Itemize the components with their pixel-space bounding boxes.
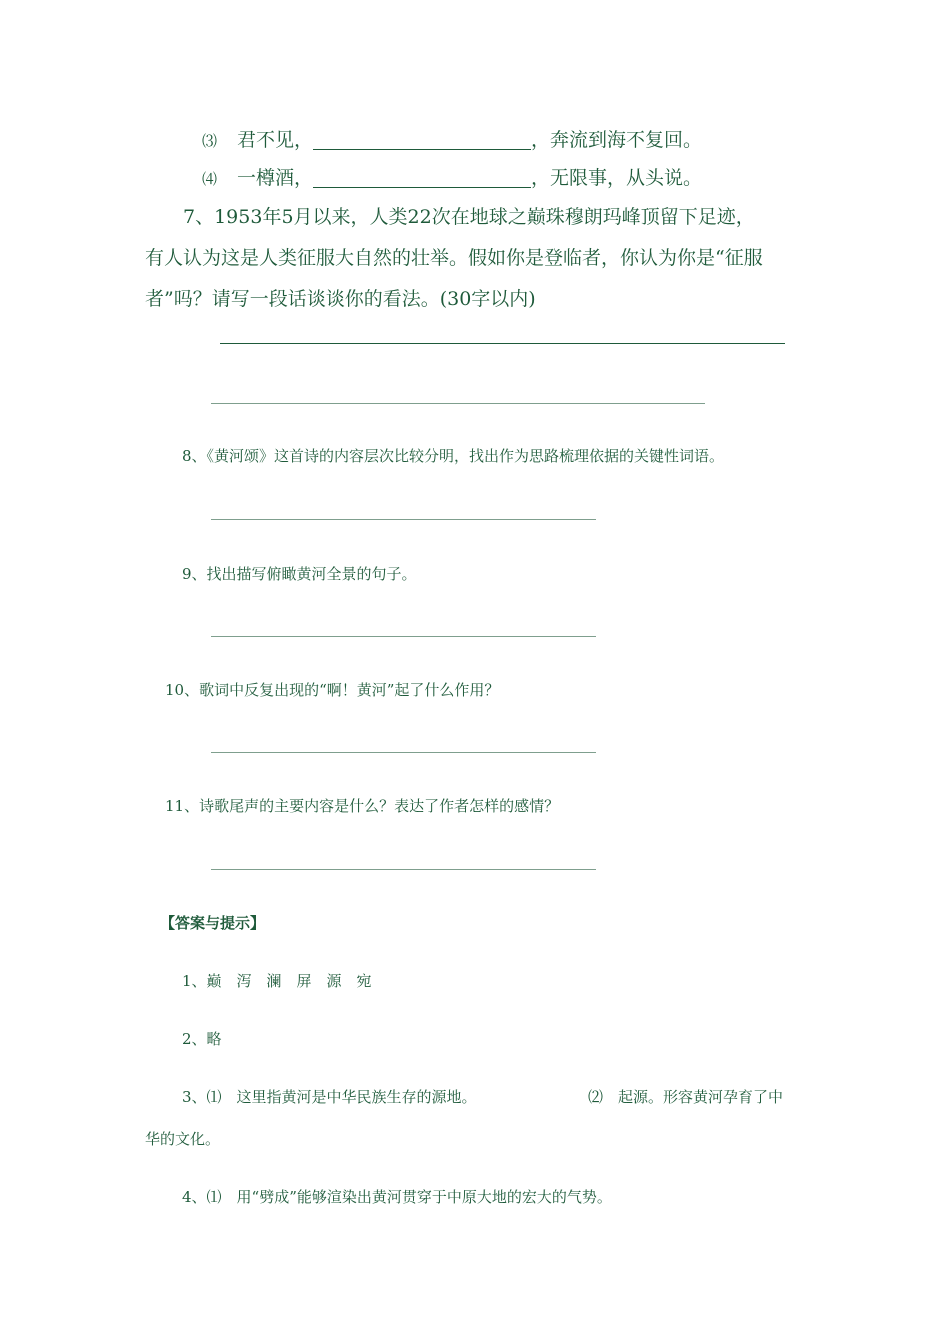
q10-answer-line[interactable] [211,752,596,753]
q6-item3-number: ⑶ [202,132,218,150]
q10-question: 10、歌词中反复出现的“啊！黄河”起了什么作用？ [165,681,500,699]
q6-item3-before: 君不见， [237,129,314,151]
q6-item4 [202,163,702,190]
q6-item4-number: ⑷ [202,170,218,188]
q7-answer-line-1[interactable] [220,343,785,344]
q6-item3-blank[interactable] [313,131,531,150]
answer-4: 4、⑴ 用“劈成”能够渲染出黄河贯穿于中原大地的宏大的气势。 [182,1188,612,1206]
answer-3-continuation: 华的文化。 [145,1130,221,1148]
q9-question: 9、找出描写俯瞰黄河全景的句子。 [182,565,417,583]
q8-answer-line[interactable] [211,519,596,520]
q7-line3: 者”吗？请写一段话谈谈你的看法。(30字以内) [145,288,536,310]
q7-line1: 7、1953年5月以来，人类22次在地球之巅珠穆朗玛峰顶留下足迹， [183,206,755,228]
q6-item4-blank[interactable] [313,169,531,188]
answers-heading: 【答案与提示】 [160,914,266,932]
answer-3-part1: 3、⑴ 这里指黄河是中华民族生存的源地。 [182,1088,477,1106]
q6-item3 [202,125,702,152]
q7-line2: 有人认为这是人类征服大自然的壮举。假如你是登临者，你认为你是“征服 [145,247,763,269]
q6-item3-after: ，奔流到海不复回。 [531,129,703,151]
q11-answer-line[interactable] [211,869,596,870]
q7-answer-line-2[interactable] [211,403,705,404]
q6-item4-after: ，无限事，从头说。 [531,167,703,189]
answer-1: 1、巅 泻 澜 屏 源 宛 [182,972,372,990]
q8-question: 8、《黄河颂》这首诗的内容层次比较分明，找出作为思路梳理依据的关键性词语。 [182,447,725,465]
q9-answer-line[interactable] [211,636,596,637]
answer-2: 2、略 [182,1030,222,1048]
q6-item4-before: 一樽酒， [237,167,314,189]
answer-3-part2: ⑵ 起源。形容黄河孕育了中 [588,1088,784,1106]
q11-question: 11、诗歌尾声的主要内容是什么？表达了作者怎样的感情？ [165,797,560,815]
